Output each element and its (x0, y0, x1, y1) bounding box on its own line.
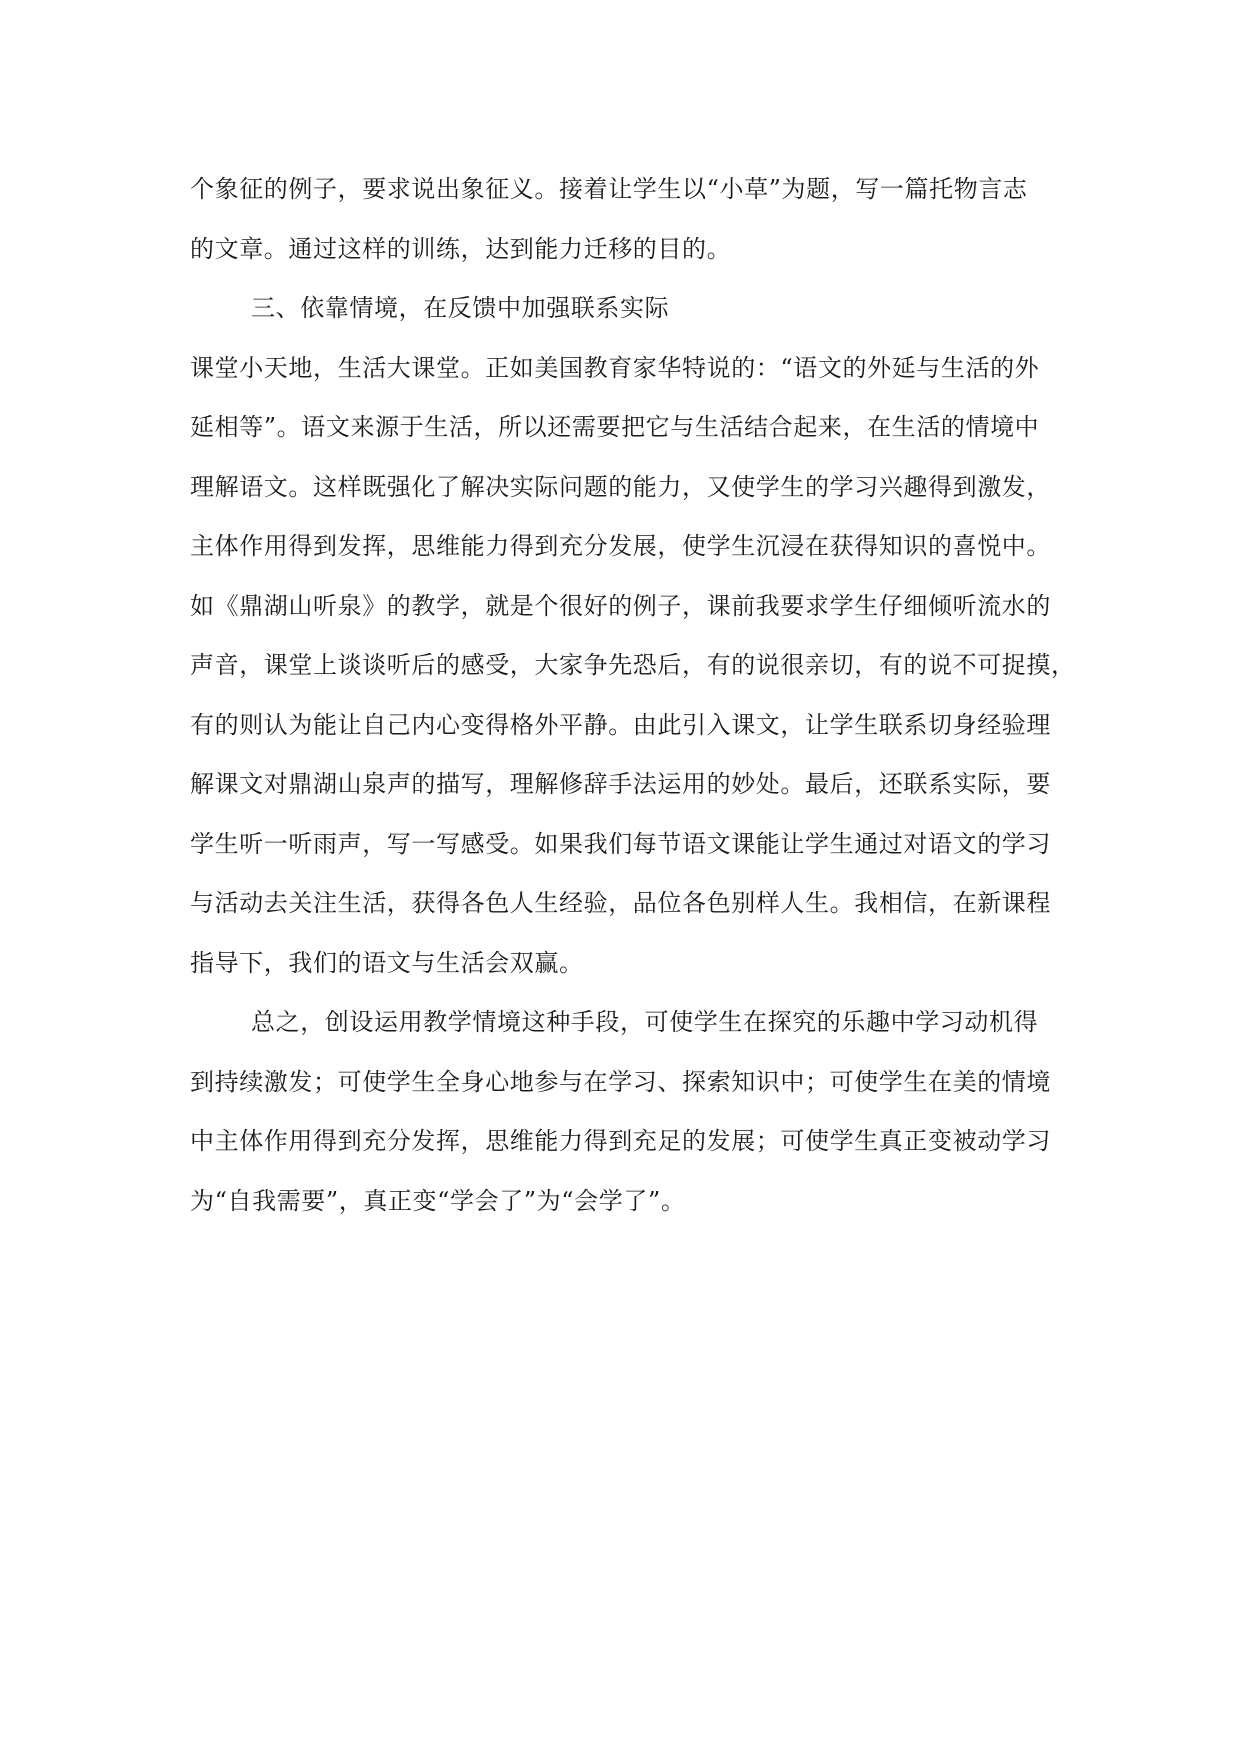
paragraph-line: 到持续激发；可使学生全身心地参与在学习、探索知识中；可使学生在美的情境 (190, 1067, 1051, 1096)
paragraph-line: 为“自我需要”，真正变“学会了”为“会学了”。 (190, 1186, 686, 1215)
paragraph-line: 的文章。通过这样的训练，达到能力迁移的目的。 (190, 234, 732, 263)
paragraph-line: 声音，课堂上谈谈听后的感受，大家争先恐后，有的说很亲切，有的说不可捉摸， (190, 651, 1076, 679)
paragraph-line: 延相等”。语文来源于生活，所以还需要把它与生活结合起来，在生活的情境中 (190, 413, 1040, 441)
paragraph-line: 与活动去关注生活，获得各色人生经验，品位各色别样人生。我相信，在新课程 (190, 889, 1051, 917)
paragraph-line: 主体作用得到发挥，思维能力得到充分发展，使学生沉浸在获得知识的喜悦中。 (190, 532, 1051, 560)
paragraph-line: 总之，创设运用教学情境这种手段，可使学生在探究的乐趣中学习动机得 (251, 1008, 1039, 1036)
paragraph-line: 课堂小天地，生活大课堂。正如美国教育家华特说的：“语文的外延与生活的外 (190, 353, 1040, 382)
paragraph-line: 解课文对鼎湖山泉声的描写，理解修辞手法运用的妙处。最后，还联系实际，要 (190, 770, 1051, 798)
paragraph-line: 有的则认为能让自己内心变得格外平静。由此引入课文，让学生联系切身经验理 (190, 710, 1051, 739)
document-body (190, 160, 1076, 1231)
paragraph-line: 理解语文。这样既强化了解决实际问题的能力，又使学生的学习兴趣得到激发， (190, 472, 1051, 501)
paragraph-line: 如《鼎湖山听泉》的教学，就是个很好的例子，课前我要求学生仔细倾听流水的 (190, 591, 1051, 620)
section-heading: 三、依靠情境，在反馈中加强联系实际 (251, 294, 670, 322)
paragraph-line: 中主体作用得到充分发挥，思维能力得到充足的发展；可使学生真正变被动学习 (190, 1127, 1051, 1155)
paragraph-line: 学生听一听雨声，写一写感受。如果我们每节语文课能让学生通过对语文的学习 (190, 829, 1051, 858)
paragraph-line: 个象征的例子，要求说出象征义。接着让学生以“小草”为题，写一篇托物言志 (190, 175, 1028, 203)
paragraph-line: 指导下，我们的语文与生活会双赢。 (190, 948, 584, 977)
